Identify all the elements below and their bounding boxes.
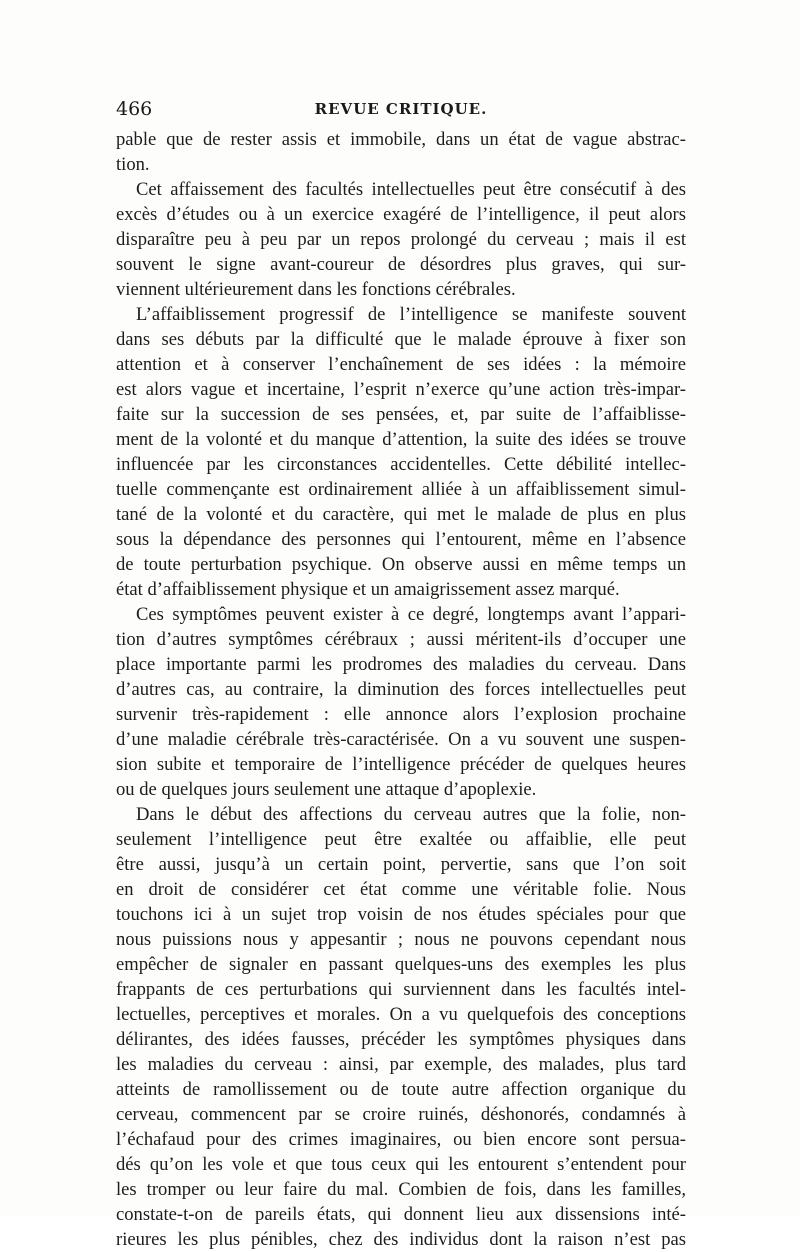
- text-line: tuelle commençante est ordinairement alliée à un affaiblissement simul-: [116, 479, 686, 500]
- text-line: survenir très-rapidement : elle annonce alors l’explosion prochaine: [116, 704, 686, 725]
- text-line: dés qu’on les vole et que tous ceux qui les entourent s’entendent pour: [116, 1154, 686, 1175]
- text-line: est alors vague et incertaine, l’esprit n’exerce qu’une action très-impar-: [116, 379, 686, 400]
- text-line: rieures les plus pénibles, chez des individus dont la raison n’est pas: [116, 1229, 686, 1250]
- text-line: d’autres cas, au contraire, la diminution des forces intellectuelles peut: [116, 679, 686, 700]
- text-line: atteints de ramollissement ou de toute autre affection organique du: [116, 1079, 686, 1100]
- text-line: sous la dépendance des personnes qui l’entourent, même en l’absence: [116, 529, 686, 550]
- text-line: sion subite et temporaire de l’intelligence précéder de quelques heures: [116, 754, 686, 775]
- text-line: les maladies du cerveau : ainsi, par exemple, des malades, plus tard: [116, 1054, 686, 1075]
- page-header: [116, 98, 686, 122]
- text-line: disparaître peu à peu par un repos prolongé du cerveau ; mais il est: [116, 229, 686, 250]
- text-line: ment de la volonté et du manque d’attention, la suite des idées se trouve: [116, 429, 686, 450]
- text-line: lectuelles, perceptives et morales. On a vu quelquefois des conceptions: [116, 1004, 686, 1025]
- text-line: viennent ultérieurement dans les fonctions cérébrales.: [116, 279, 516, 300]
- text-line: en droit de considérer cet état comme une véritable folie. Nous: [116, 879, 686, 900]
- text-line: touchons ici à un sujet trop voisin de nos études spéciales pour que: [116, 904, 686, 925]
- text-line: constate-t-on de pareils états, qui donnent lieu aux dissensions inté-: [116, 1204, 686, 1225]
- text-line: de toute perturbation psychique. On observe aussi en même temps un: [116, 554, 686, 575]
- text-line: d’une maladie cérébrale très-caractérisée. On a vu souvent une suspen-: [116, 729, 686, 750]
- text-line: tané de la volonté et du caractère, qui met le malade de plus en plus: [116, 504, 686, 525]
- text-line: dans ses débuts par la difficulté que le malade éprouve à fixer son: [116, 329, 686, 350]
- text-line: l’échafaud pour des crimes imaginaires, ou bien encore sont persua-: [116, 1129, 686, 1150]
- text-line: place importante parmi les prodromes des maladies du cerveau. Dans: [116, 654, 686, 675]
- page-number: 466: [116, 98, 153, 120]
- text-line: frappants de ces perturbations qui surviennent dans les facultés intel-: [116, 979, 686, 1000]
- text-line: Ces symptômes peuvent exister à ce degré, longtemps avant l’appari-: [136, 604, 686, 625]
- text-line: empêcher de signaler en passant quelques-uns des exemples les plus: [116, 954, 686, 975]
- text-line: pable que de rester assis et immobile, dans un état de vague abstrac-: [116, 129, 686, 150]
- text-line: être aussi, jusqu’à un certain point, pervertie, sans que l’on soit: [116, 854, 686, 875]
- text-line: excès d’études ou à un exercice exagéré de l’intelligence, il peut alors: [116, 204, 686, 225]
- text-line: faite sur la succession de ses pensées, et, par suite de l’affaiblisse-: [116, 404, 686, 425]
- text-line: tion.: [116, 154, 150, 175]
- text-line: nous puissions nous y appesantir ; nous ne pouvons cependant nous: [116, 929, 686, 950]
- text-line: cerveau, commencent par se croire ruinés, déshonorés, condamnés à: [116, 1104, 686, 1125]
- text-line: seulement l’intelligence peut être exaltée ou affaiblie, elle peut: [116, 829, 686, 850]
- text-line: souvent le signe avant-coureur de désordres plus graves, qui sur-: [116, 254, 686, 275]
- text-line: Cet affaissement des facultés intellectuelles peut être consécutif à des: [136, 179, 686, 200]
- text-line: délirantes, des idées fausses, précéder les symptômes physiques dans: [116, 1029, 686, 1050]
- text-line: influencée par les circonstances accidentelles. Cette débilité intellec-: [116, 454, 686, 475]
- text-line: les tromper ou leur faire du mal. Combien de fois, dans les familles,: [116, 1179, 686, 1200]
- text-line: L’affaiblissement progressif de l’intelligence se manifeste souvent: [136, 304, 686, 325]
- text-line: Dans le début des affections du cerveau autres que la folie, non-: [136, 804, 686, 825]
- text-line: tion d’autres symptômes cérébraux ; aussi méritent-ils d’occuper une: [116, 629, 686, 650]
- running-title: REVUE CRITIQUE.: [314, 100, 488, 118]
- text-line: état d’affaiblissement physique et un amaigrissement assez marqué.: [116, 579, 620, 600]
- body-text: [116, 127, 686, 1252]
- text-line: ou de quelques jours seulement une attaque d’apoplexie.: [116, 779, 537, 800]
- text-line: attention et à conserver l’enchaînement de ses idées : la mémoire: [116, 354, 686, 375]
